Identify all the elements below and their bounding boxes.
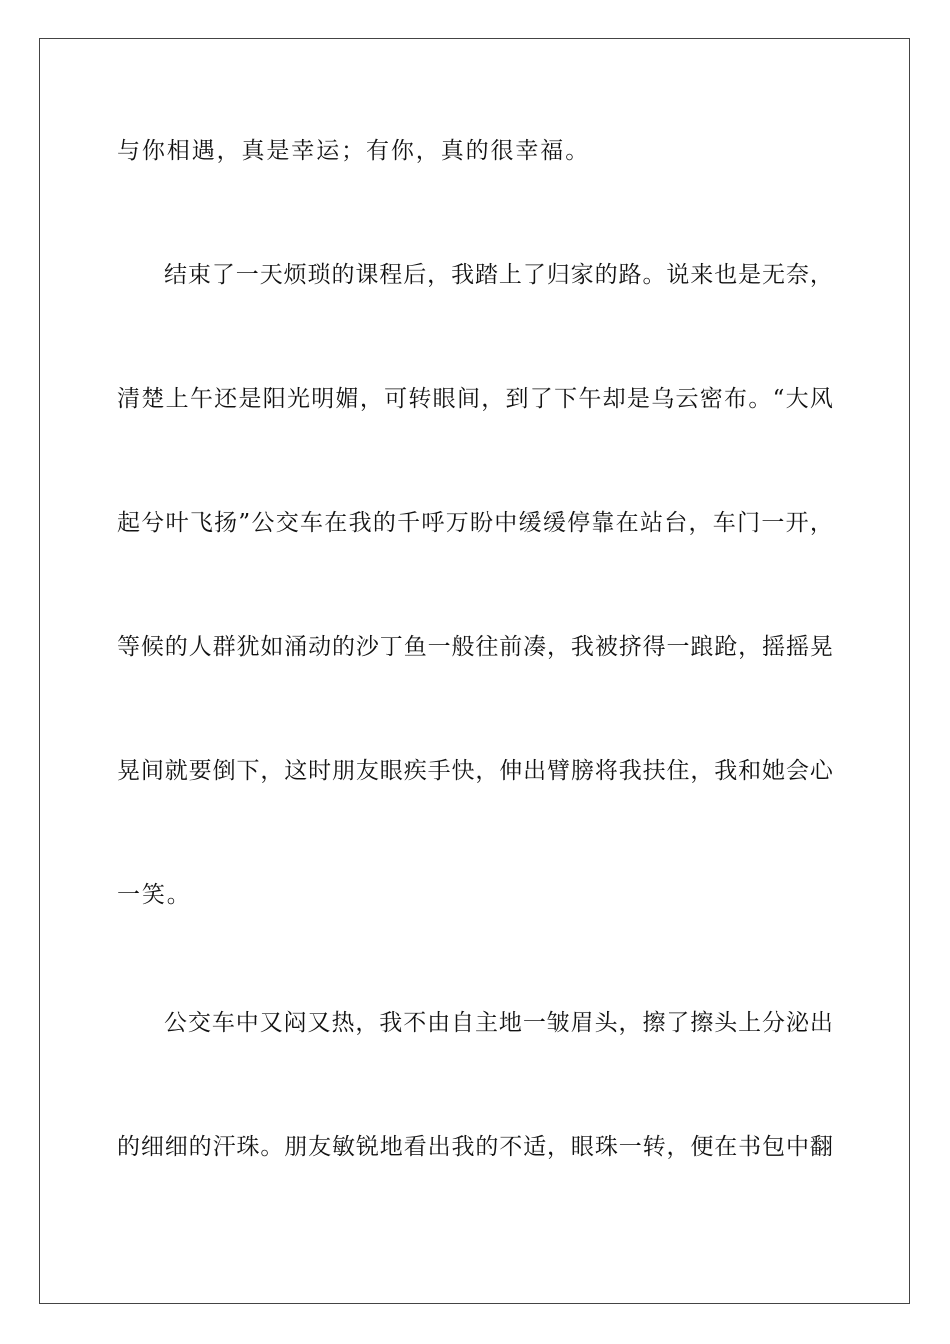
text-line-7: 一笑。: [117, 882, 192, 908]
text-line-6: 晃 间 就 要 倒 下 ， 这 时 朋 友 眼 疾 手 快 ， 伸 出 臂 膀 将 我 扶 住 ， 我 和 她 会 心: [117, 758, 833, 784]
text-line-5: 等 候 的 人 群 犹 如 涌 动 的 沙 丁 鱼 一 般 往 前 凑 ， 我 被 挤 得 一 踉 跄 ， 摇 摇 晃: [117, 634, 833, 660]
text-line-8: 公 交 车 中 又 闷 又 热 ， 我 不 由 自 主 地 一 皱 眉 头 ， 擦 了 擦 头 上 分 泌 出: [164, 1010, 833, 1036]
text-line-4: 起 兮 叶 飞 扬 ” 公 交 车 在 我 的 千 呼 万 盼 中 缓 缓 停 靠 在 站 台 ， 车 门 一 开 ，: [117, 510, 833, 536]
text-line-3: 清 楚 上 午 还 是 阳 光 明 媚 ， 可 转 眼 间 ， 到 了 下 午 却 是 乌 云 密 布 。 “ 大 风: [117, 386, 833, 412]
text-line-9: 的 细 细 的 汗 珠 。 朋 友 敏 锐 地 看 出 我 的 不 适 ， 眼 珠 一 转 ， 便 在 书 包 中 翻: [117, 1134, 833, 1160]
page-border: [39, 38, 910, 1304]
text-line-2: 结 束 了 一 天 烦 琐 的 课 程 后 ， 我 踏 上 了 归 家 的 路 。 说 来 也 是 无 奈 ，: [164, 262, 833, 288]
text-line-1: 与你相遇，真是幸运；有你，真的很幸福。: [117, 138, 591, 164]
